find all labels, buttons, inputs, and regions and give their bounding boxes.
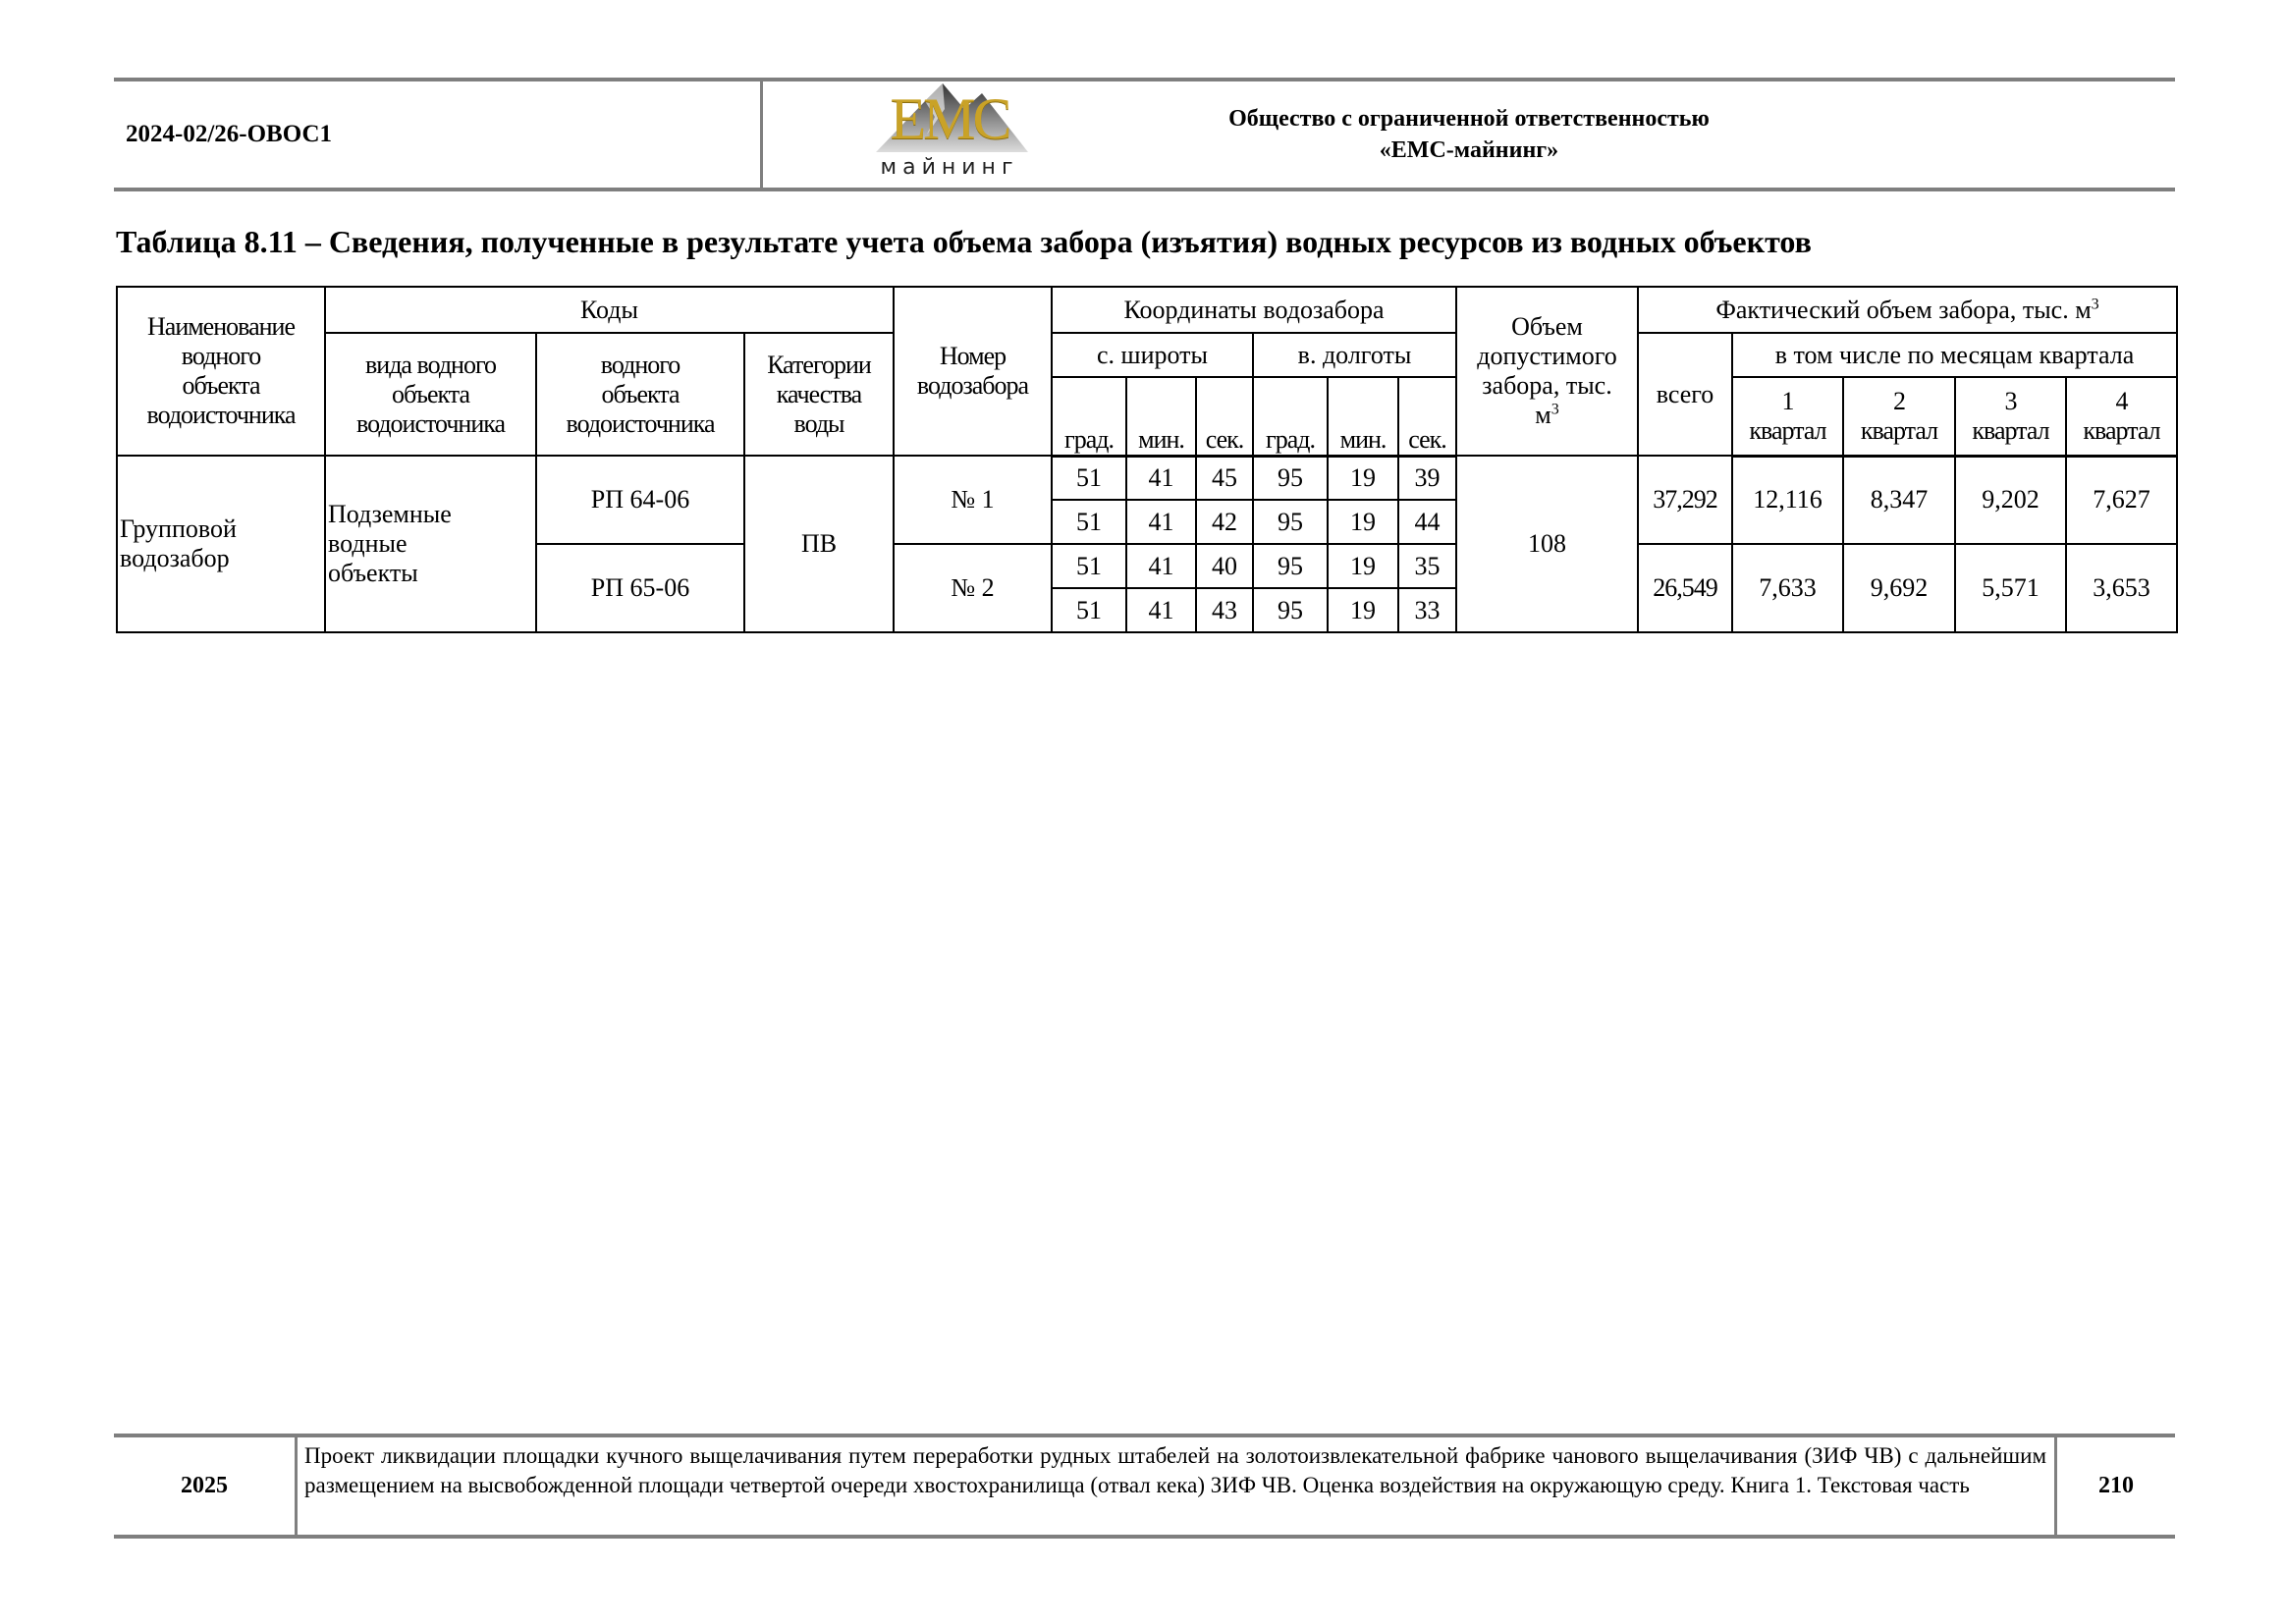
cell-coord: 51 [1052,544,1126,588]
cell-coord: 42 [1196,500,1253,544]
header-lon-deg: град. [1253,377,1328,456]
water-intake-table [116,286,2178,633]
logo-wordmark: EMC [890,86,1009,151]
cell-quarter: 9,692 [1843,544,1955,632]
company-name [763,81,2175,188]
header-quarter-2: 2 квартал [1843,377,1955,456]
cell-quality: ПВ [744,456,894,632]
cell-coord: 51 [1052,588,1126,632]
company-line-2: «ЕМС-майнинг» [1379,137,1559,163]
cell-intake-number: № 1 [894,456,1052,544]
cell-coord: 19 [1328,544,1398,588]
cell-coord: 39 [1398,456,1456,500]
cell-coord: 40 [1196,544,1253,588]
cell-quarter: 5,571 [1955,544,2066,632]
cell-quarter: 7,627 [2066,456,2177,544]
header-longitude: в. долготы [1253,333,1456,377]
cell-coord: 51 [1052,500,1126,544]
cell-coord: 95 [1253,456,1328,500]
header-coordinates: Координаты водозабора [1052,287,1456,333]
page-number: 210 [2098,1473,2134,1498]
header-total: всего [1638,333,1732,456]
header-code-type: вида водного объекта водоисточника [325,333,536,456]
cell-coord: 41 [1126,544,1196,588]
header-lat-sec: сек. [1196,377,1253,456]
cell-quarter: 9,202 [1955,456,2066,544]
cell-coord: 35 [1398,544,1456,588]
cell-coord: 19 [1328,456,1398,500]
footer-year: 2025 [181,1473,228,1498]
cell-coord: 95 [1253,588,1328,632]
cell-coord: 95 [1253,544,1328,588]
cell-total: 37,292 [1638,456,1732,544]
logo-subtitle: майнинг [880,155,1019,180]
page-footer [114,1434,2175,1539]
header-quarter-4: 4 квартал [2066,377,2177,456]
page-header [114,78,2175,191]
footer-divider [295,1437,298,1535]
header-allowed-volume: Объем допустимого забора, тыс. $м^3$ [1456,287,1638,456]
table-row [117,456,2177,500]
header-code-object: водного объекта водоисточника [536,333,744,456]
header-lat-min: мин. [1126,377,1196,456]
cell-coord: 33 [1398,588,1456,632]
company-line-1: Общество с ограниченной ответственностью [1228,106,1710,132]
header-lat-deg: град. [1052,377,1126,456]
cell-coord: 41 [1126,588,1196,632]
cell-source-type: Подземные водные объекты [325,456,536,632]
footer-project-title: Проект ликвидации площадки кучного выщелачивания путем переработки рудных штабелей на золотоизвлекательной фабрике чанового выщелачивания (ЗИФ ЧВ) с дальнейшим размещением на высвобожденной площади четвертой очереди хвостохранилища (отвал кека) ЗИФ ЧВ. Оценка воздействия на окружающую среду. Книга 1. Текстовая часть [304,1443,2046,1497]
cell-quarter: 12,116 [1732,456,1843,544]
header-codes: Коды [325,287,894,333]
header-quarter-3: 3 квартал [1955,377,2066,456]
cell-allowed-volume: 108 [1456,456,1638,632]
cell-coord: 19 [1328,588,1398,632]
cell-quarter: 7,633 [1732,544,1843,632]
header-quarter-1: 1 квартал [1732,377,1843,456]
cell-source-name: Групповой водозабор [117,456,325,632]
cell-object-code: РП 65-06 [536,544,744,632]
cell-coord: 19 [1328,500,1398,544]
cell-coord: 95 [1253,500,1328,544]
header-name: Наименование водного объекта водоисточника [117,287,325,456]
cell-coord: 43 [1196,588,1253,632]
header-quality: Категории качества воды [744,333,894,456]
header-latitude: с. широты [1052,333,1253,377]
header-lon-sec: сек. [1398,377,1456,456]
cell-coord: 41 [1126,500,1196,544]
table-title: Таблица 8.11 – Сведения, полученные в результате учета объема забора (изъятия) водных ресурсов из водных объектов [116,224,1812,259]
cell-coord: 45 [1196,456,1253,500]
cell-coord: 41 [1126,456,1196,500]
cell-quarter: 3,653 [2066,544,2177,632]
header-actual-volume: Фактический объем забора, тыс. $м^3$ [1638,287,2177,333]
cell-total: 26,549 [1638,544,1732,632]
cell-coord: 51 [1052,456,1126,500]
cell-quarter: 8,347 [1843,456,1955,544]
cell-object-code: РП 64-06 [536,456,744,544]
header-intake-number: Номер водозабора [894,287,1052,456]
document-code: 2024-02/26-ОВОС1 [126,121,333,147]
cell-intake-number: № 2 [894,544,1052,632]
header-by-quarter: в том числе по месяцам квартала [1732,333,2177,377]
cell-coord: 44 [1398,500,1456,544]
header-lon-min: мин. [1328,377,1398,456]
